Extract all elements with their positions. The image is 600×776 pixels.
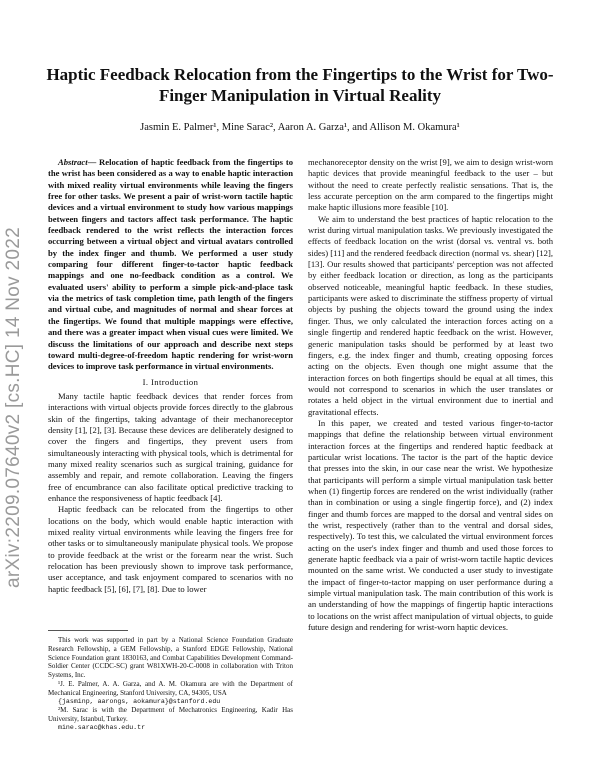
abstract-label: Abstract — [58, 157, 88, 167]
footnote-funding: This work was supported in part by a National Science Foundation Graduate Research Fellowship, a GEM Fellowship, a Stanford EDGE Fellowship, National Science Foundation grant 1830163, and Combat Capabilities Development Command-Soldier Center (CCDC-SC) grant W81XWH-20-C-0008 in collaboration with Triton Systems, Inc. — [48, 636, 293, 680]
footnote-emails-stanford: {jasminp, aarongs, aokamura}@stanford.edu — [58, 697, 221, 705]
paper-title: Haptic Feedback Relocation from the Fingertips to the Wrist for Two-Finger Manipulation in Virtual Reality — [46, 65, 554, 105]
left-column — [48, 157, 293, 595]
intro-paragraph: Haptic feedback can be relocated from the fingertips to other locations on the body, which would enable haptic interaction with mixed reality virtual environments while leaving the fingers free for other tasks or to simultaneously manipulate physical tools. We propose to provide feedback at the wrist or the forearm near the wrist. Such relocation has been previously shown to improve task performance, user acceptance, and task enjoyment compared to scenarios with no haptic feedback [5], [6], [7], [8]. Due to lower — [48, 504, 293, 594]
section-heading-introduction: I. Introduction — [142, 376, 199, 387]
body-paragraph: We aim to understand the best practices of haptic relocation to the wrist during virtual manipulation tasks. We previously investigated the effects of feedback location on the wrist (dorsal vs. ventral vs. both sides) [11] and the rendered feedback direction (normal vs. shear) [12], [13]. Our results showed that participants' perception was not affected by either feedback location or direction, as long as the participants observed noticeable, meaningful haptic feedback. In these studies, participants were asked to discriminate the stiffness property of virtual objects by pushing the objects toward the ground using the index finger. Thus, we only calculated the interaction forces acting on a single fingertip and rendered haptic feedback on the wrist. However, generic manipulation tasks should be performed by at least two fingers, e.g. the index finger and thumb, creating opposing forces acting on the objects. Even though one might assume that the interaction forces on both fingertips should be equal at all times, this would not correspond to scenarios in which the user translates or rotates a held object in the virtual environment due to inertial and gravitational effects. — [308, 213, 553, 417]
footnote-rule — [48, 630, 128, 631]
abstract-text: — Relocation of haptic feedback from the fingertips to the wrist has been considered as a way to enable haptic interaction with mixed reality virtual environments while leaving the fingers free for other tasks. We present a pair of wrist-worn tactile haptic devices and a virtual environment to study how various mappings between fingers and tactors affect task performance. The haptic feedback rendered to the wrist reflects the interaction forces occurring between a virtual object and virtual avatars controlled by the index finger and thumb. We performed a user study comparing four different finger-to-tactor haptic feedback mappings and one no-feedback condition as a control. We evaluated users' ability to perform a simple pick-and-place task via the metrics of task completion time, path length of the fingers and virtual cube, and magnitudes of normal and shear forces at the fingertips. We found that multiple mappings were effective, and there was a greater impact when visual cues were limited. We discuss the limitations of our approach and describe next steps toward multi-degree-of-freedom haptic rendering for wrist-worn devices to improve task performance in virtual environments. — [48, 157, 293, 372]
abstract — [48, 157, 293, 373]
footnote-email-khas: mine.sarac@khas.edu.tr — [58, 723, 146, 731]
body-paragraph: mechanoreceptor density on the wrist [9], we aim to design wrist-worn haptic devices that provide meaningful feedback to the user – but without the need to create perfectly realistic sensations. That is, the less accurate perception on the arm compared to the fingertips might make haptic illusions more feasible [10]. — [308, 157, 553, 213]
footnote-affiliation-khas: ²M. Sarac is with the Department of Mechatronics Engineering, Kadir Has University, Istanbul, Turkey. — [48, 706, 293, 724]
arxiv-identifier: arXiv:2209.07640v2 [cs.HC] 14 Nov 2022 — [3, 227, 24, 588]
arxiv-identifier-sidebar — [3, 188, 41, 588]
footnote-affiliation-stanford: ¹J. E. Palmer, A. A. Garza, and A. M. Okamura are with the Department of Mechanical Engineering, Stanford University, CA, 94305, USA — [48, 679, 293, 697]
author-list: Jasmin E. Palmer¹, Mine Sarac², Aaron A. Garza¹, and Allison M. Okamura¹ — [140, 122, 460, 133]
footnotes — [48, 630, 293, 733]
right-column — [308, 157, 553, 633]
body-paragraph: In this paper, we created and tested various finger-to-tactor mappings that define the relationship between virtual environment interaction forces at the fingertips and rendered haptic feedback at particular wrist locations. The tactor is the part of the haptic device that presses into the skin, in our case near the wrist. We hypothesize that participants will perform a simple virtual manipulation task better when (1) fingertip forces are rendered on the wrist individually (rather than in combination or using a single fingertip force), and (2) index finger and thumb forces are mapped to the dorsal and ventral sides on the wrist, respectively (rather than to the ventral and dorsal sides, respectively). To test this, we calculated the virtual environment forces acting on the user's index finger and thumb and used those forces to generate haptic feedback via a pair of wrist-worn tactile haptic devices mounted on the same wrist. We conducted a user study to investigate the impact of finger-to-tactor mapping on user performance during a simple virtual manipulation task. The main contribution of this work is an understanding of how the mappings of fingertip haptic interactions to locations on the wrist affect manipulation of virtual objects, to guide future design and rendering for wrist-worn haptic devices. — [308, 417, 553, 633]
intro-paragraph: Many tactile haptic feedback devices that render forces from interactions with virtual objects provide forces directly to the glabrous skin of the fingertips, taking advantage of their mechanoreceptor density [1], [2], [3]. Because these devices are deliberately designed to cover the fingers and fingertips, they prevent users from simultaneously interacting with physical tools, which is detrimental for many mixed reality scenarios such as surgical training, guidance for assembly and repair, and remote collaboration. Leaving the fingers free of encumbrance can also facilitate optical predictive tracking to enhance the responsiveness of haptic feedback [4]. — [48, 390, 293, 503]
